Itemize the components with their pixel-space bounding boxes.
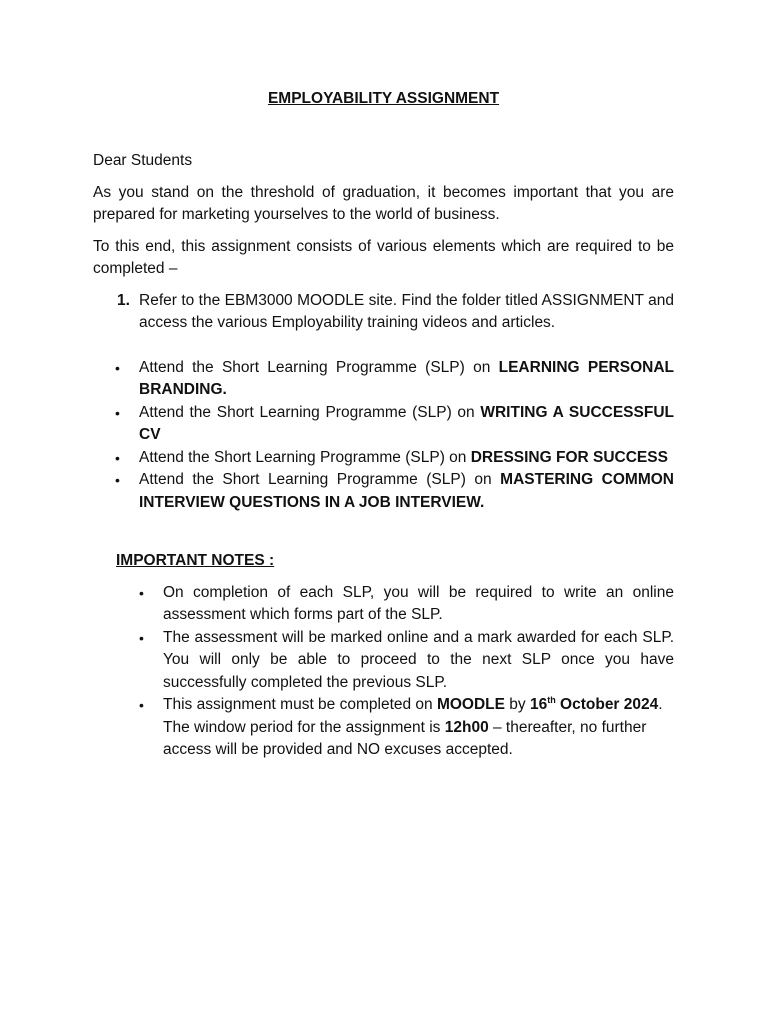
slp-item-prefix: Attend the Short Learning Programme (SLP) on [139, 403, 481, 421]
slp-item-title: DRESSING FOR SUCCESS [470, 448, 668, 466]
bullet-icon: • [115, 472, 120, 488]
note-text: On completion of each SLP, you will be required to write an online assessment which forms part of the SLP. [163, 583, 674, 623]
deadline-time: 12h00 [444, 718, 489, 736]
deadline-day: 16 [529, 696, 548, 713]
deadline-text-4: – thereafter, no further access will be provided and NO excuses accepted. [163, 718, 647, 758]
slp-item-title: WRITING A SUCCESSFUL CV [139, 403, 674, 443]
slp-item [115, 357, 674, 402]
deadline-date [530, 696, 658, 713]
slp-item-prefix: Attend the Short Learning Programme (SLP) on [139, 448, 471, 466]
bullet-icon: • [139, 584, 144, 601]
slp-item [115, 469, 674, 514]
deadline-platform: MOODLE [436, 696, 505, 713]
step-item [117, 290, 674, 335]
slp-item [115, 447, 674, 470]
bullet-icon: • [139, 629, 144, 646]
bullet-icon: • [139, 697, 144, 713]
deadline-text-1: This assignment must be completed on [163, 696, 437, 713]
bullet-icon: • [115, 449, 120, 466]
note-item [139, 582, 674, 627]
note-text: The assessment will be marked online and a mark awarded for each SLP. You will only be able to proceed to the next SLP once you have successfully completed the previous SLP. [163, 628, 674, 691]
intro-paragraph-2: To this end, this assignment consists of various elements which are required to be completed – [93, 237, 674, 277]
deadline-month-year: October 2024 [555, 696, 659, 713]
deadline-text-3: . The window period for the assignment is [163, 696, 663, 736]
intro-paragraph: As you stand on the threshold of graduation, it becomes important that you are prepared for marketing yourselves to the world of business. [93, 183, 674, 223]
document-title: EMPLOYABILITY ASSIGNMENT [267, 90, 500, 107]
bullet-icon: • [115, 359, 120, 376]
slp-item-title: MASTERING COMMON INTERVIEW QUESTIONS IN A JOB INTERVIEW. [139, 471, 674, 511]
notes-list [93, 582, 674, 762]
deadline-text-2: by [505, 696, 530, 713]
bullet-icon: • [115, 404, 120, 421]
slp-list [93, 357, 674, 515]
slp-item-title: LEARNING PERSONAL BRANDING. [139, 358, 674, 398]
deadline-day-suffix: th [547, 694, 556, 705]
note-item-deadline [139, 694, 674, 762]
note-item [139, 627, 674, 695]
step-text: Refer to the EBM3000 MOODLE site. Find the folder titled ASSIGNMENT and access the various Employability training videos and articles. [139, 291, 674, 331]
salutation: Dear Students [93, 152, 193, 169]
step-number: 1. [117, 291, 130, 309]
slp-item-prefix: Attend the Short Learning Programme (SLP) on [139, 358, 499, 376]
notes-heading: IMPORTANT NOTES : [116, 552, 275, 569]
slp-item-prefix: Attend the Short Learning Programme (SLP) on [139, 471, 501, 488]
steps-list [93, 290, 674, 335]
slp-item [115, 402, 674, 447]
